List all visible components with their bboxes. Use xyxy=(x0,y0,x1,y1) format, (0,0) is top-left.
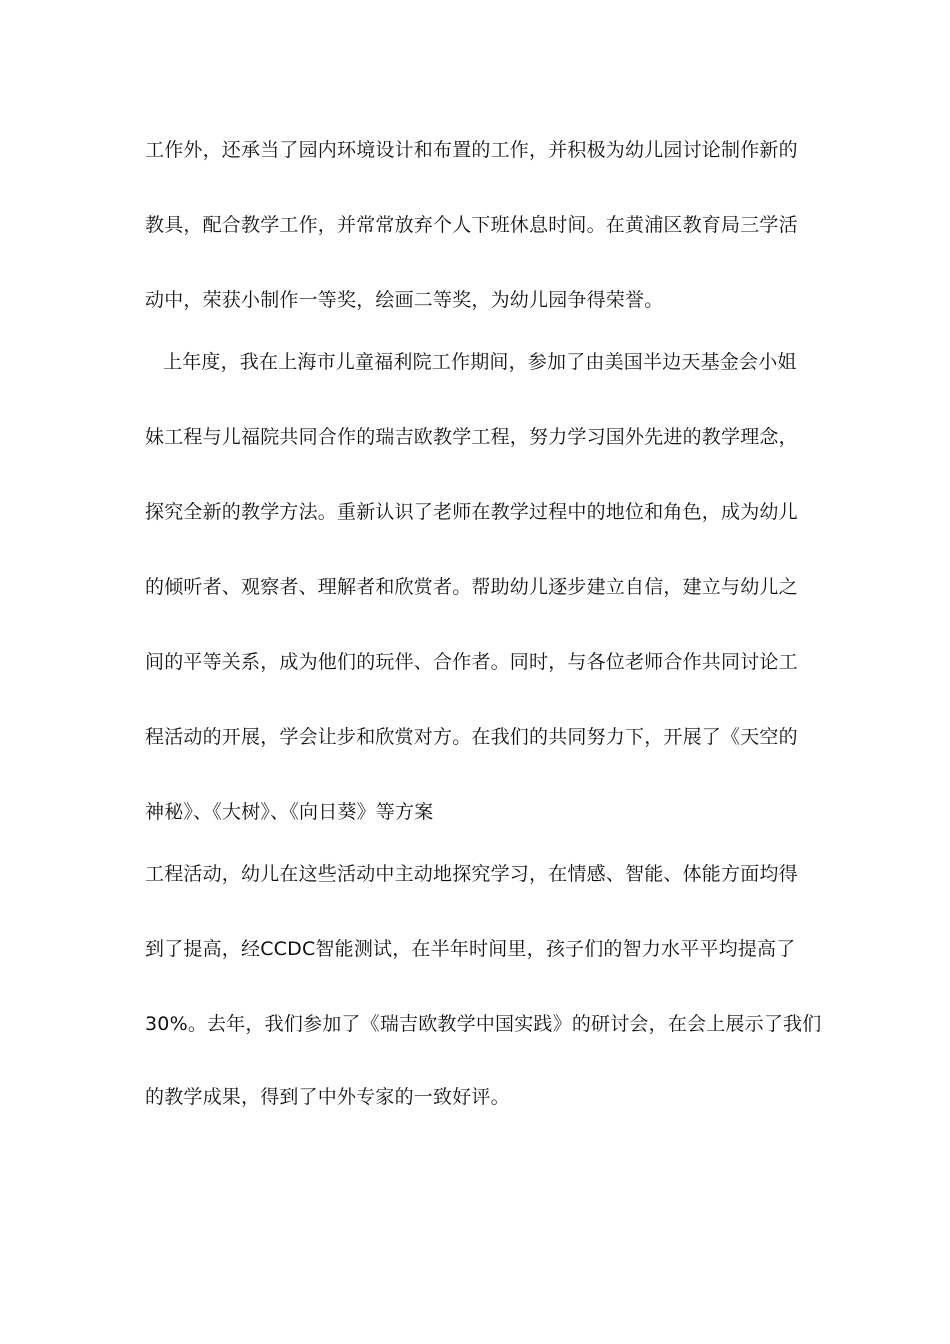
text-line: 教具，配合教学工作，并常常放弃个人下班休息时间。在黄浦区教育局三学活 xyxy=(145,214,798,236)
text-line: 程活动的开展，学会让步和欣赏对方。在我们的共同努力下，开展了《天空的 xyxy=(145,726,798,748)
text-line: 探究全新的教学方法。重新认识了老师在教学过程中的地位和角色，成为幼儿 xyxy=(145,501,798,523)
text-line: 工作外，还承当了园内环境设计和布置的工作，并积极为幼儿园讨论制作新的 xyxy=(145,139,798,161)
text-line: 工程活动，幼儿在这些活动中主动地探究学习，在情感、智能、体能方面均得 xyxy=(145,863,798,885)
text-line: 30%。去年，我们参加了《瑞吉欧教学中国实践》的研讨会，在会上展示了我们 xyxy=(145,1013,822,1035)
text-line: 动中，荣获小制作一等奖，绘画二等奖，为幼儿园争得荣誉。 xyxy=(145,289,664,311)
text-line: 的倾听者、观察者、理解者和欣赏者。帮助幼儿逐步建立自信，建立与幼儿之 xyxy=(145,576,798,598)
text-line: 的教学成果，得到了中外专家的一致好评。 xyxy=(145,1086,510,1108)
text-line: 到了提高，经CCDC智能测试，在半年时间里，孩子们的智力水平平均提高了 xyxy=(145,938,796,960)
text-line: 妹工程与儿福院共同合作的瑞吉欧教学工程，努力学习国外先进的教学理念， xyxy=(145,426,798,448)
text-line: 神秘》、《大树》、《向日葵》等方案 xyxy=(145,801,434,823)
text-line: 间的平等关系，成为他们的玩伴、合作者。同时，与各位老师合作共同讨论工 xyxy=(145,651,798,673)
paragraph-first-line: 上年度，我在上海市儿童福利院工作期间，参加了由美国半边天基金会小姐 xyxy=(163,351,797,373)
